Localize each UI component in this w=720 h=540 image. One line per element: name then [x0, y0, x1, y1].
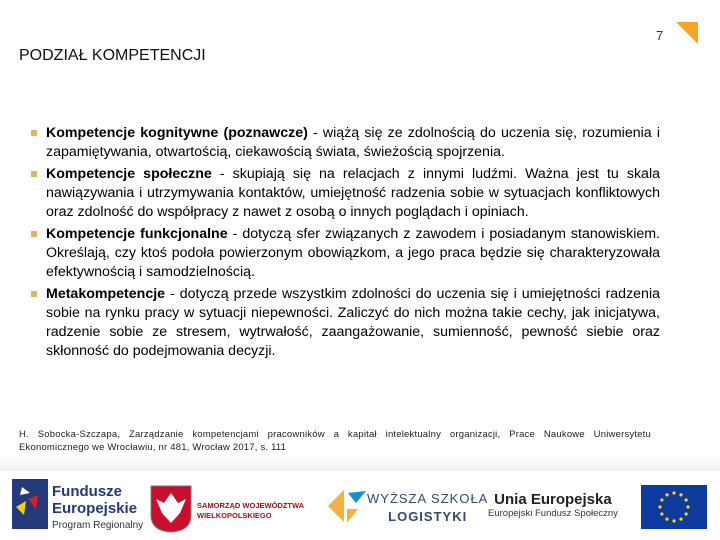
list-item [0, 165, 660, 222]
item-term: Metakompetencje [46, 286, 166, 302]
bullet-icon [31, 130, 37, 136]
eu-star-icon [672, 519, 675, 522]
eu-star-icon [679, 518, 682, 521]
eu-star-icon [665, 518, 668, 521]
slide-title: PODZIAŁ KOMPETENCJI [19, 47, 206, 64]
item-term: Kompetencje kognitywne (poznawcze) [46, 125, 308, 141]
bullet-icon [31, 231, 37, 237]
bullet-icon [31, 291, 37, 297]
item-text: - skupiają się na relacjach z innymi ludźmi. Ważna jest tu skala nawiązywania i utrzymywania kontaktów, umiejętność radzenia sobie w sytuacjach konfliktowych oraz zdolność do współpracy z nawet z osobą o innych poglądach i opiniach. [46, 166, 660, 220]
item-term: Kompetencje społeczne [46, 166, 212, 182]
item-text: - wiążą się ze zdolnością do uczenia się, rozumienia i zapamiętywania, otwartością, ciekawością świata, świeżością spojrzenia. [46, 125, 660, 160]
wsl-text: WYŻSZA SZKOŁA LOGISTYKI [367, 491, 489, 524]
list-item [0, 285, 660, 361]
unia-europejska-text: Unia Europejska Europejski Fundusz Społeczny [488, 491, 618, 519]
logo-bar [0, 471, 720, 540]
competence-list [0, 124, 660, 364]
corner-triangle-decoration [676, 22, 698, 44]
fundusze-europejskie-text: Fundusze Europejskie Program Regionalny [52, 483, 144, 531]
item-text: - dotyczą sfer związanych z zawodem i posiadanym stanowiskiem. Określają, czy ktoś podoła powierzonym obowiązkom, a jego praca będzie się charakteryzowała efektywnością i samodzielnością. [46, 226, 661, 280]
eu-star-icon [686, 505, 689, 508]
item-text: - dotyczą przede wszystkim zdolności do uczenia się i umiejętności radzenia sobie na rynku pracy w sytuacji niepewności. Zaliczyć do nich można takie cechy, jak inicjatywa, radzenie sobie ze stresem, wytrwałość, zaangażowanie, sumienność, pewność siebie oraz skłonność do podejmowania decyzji. [46, 286, 660, 359]
citation: H. Sobocka-Szczapa, Zarządzanie kompetencjami pracowników a kapitał intelektualny organizacji, Prace Naukowe Uniwersytetu Ekonomicznego we Wrocławiu, nr 481, Wrocław 2017, s. 111 [19, 429, 651, 453]
list-item [0, 124, 660, 162]
item-term: Kompetencje funkcjonalne [46, 226, 228, 242]
fundusze-europejskie-logo-icon [12, 479, 48, 529]
eu-star-icon [660, 498, 663, 501]
samorzad-text: SAMORZĄD WOJEWÓDZTWA WIELKOPOLSKIEGO [197, 501, 305, 520]
eu-star-icon [685, 512, 688, 515]
list-item [0, 225, 660, 282]
wielkopolska-coat-of-arms-icon [150, 485, 192, 533]
eu-star-icon [685, 498, 688, 501]
eu-star-icon [658, 505, 661, 508]
bullet-icon [31, 171, 37, 177]
eu-star-icon [679, 493, 682, 496]
eu-star-icon [672, 491, 675, 494]
footer-divider [0, 455, 720, 471]
eu-star-icon [665, 493, 668, 496]
page-number: 7 [656, 28, 664, 43]
eu-flag-icon [641, 485, 707, 529]
eu-star-icon [660, 512, 663, 515]
wsl-logo-icon [328, 487, 366, 525]
